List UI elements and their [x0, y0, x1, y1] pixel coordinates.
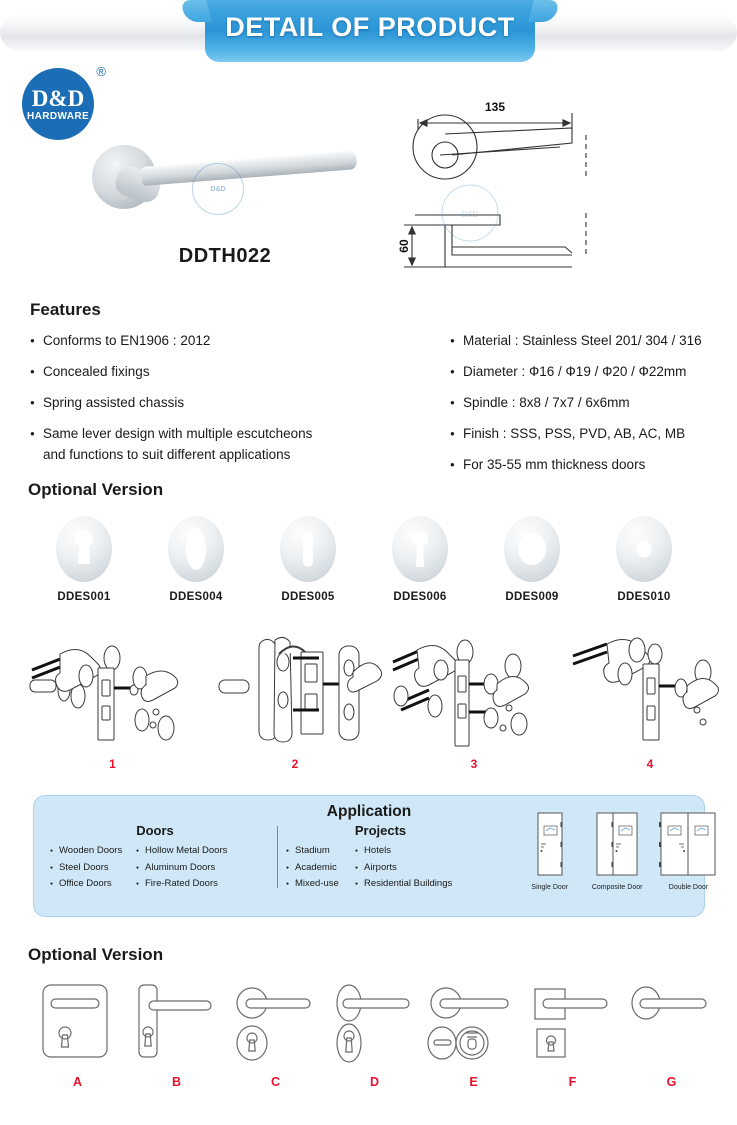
escutcheon-item — [588, 516, 700, 603]
brand-name: D&D — [31, 86, 85, 111]
escutcheon-item — [28, 516, 140, 603]
lever-handle — [141, 150, 357, 186]
application-projects-group — [266, 823, 481, 893]
escutcheon-slot-icon — [280, 516, 336, 582]
escutcheon-code: DDES001 — [57, 591, 111, 603]
handle-round-rose-euro-icon — [226, 973, 325, 1073]
handle-variant-item — [325, 973, 424, 1089]
assembly-diagrams-section — [20, 628, 737, 771]
optional-version-escutcheons-section — [28, 480, 728, 603]
escutcheon-item — [252, 516, 364, 603]
features-right-column — [450, 332, 730, 487]
composite-door-icon — [583, 810, 650, 882]
registered-trademark-icon: ® — [96, 64, 106, 79]
handle-variant-item — [226, 973, 325, 1089]
door-type-label: Single Door — [531, 884, 568, 891]
doors-column-2 — [136, 843, 261, 893]
optional-version-title: Optional Version — [28, 480, 164, 499]
application-list-item: ● Hollow Metal Doors — [136, 843, 261, 860]
assembly-number: 4 — [646, 757, 654, 771]
application-list-item: ● Hotels — [355, 843, 481, 860]
application-list-item: ● Academic — [286, 860, 355, 877]
handle-variant-item — [28, 973, 127, 1089]
handle-square-plate-icon — [28, 973, 127, 1073]
optional-version-title: Optional Version — [28, 945, 164, 964]
escutcheon-code: DDES005 — [281, 591, 335, 603]
feature-item-continuation: and functions to suit different applications — [43, 447, 291, 462]
escutcheon-large-round-icon — [504, 516, 560, 582]
escutcheon-small-round-icon — [616, 516, 672, 582]
handle-narrow-backplate-icon — [127, 973, 226, 1073]
assembly-diagram — [563, 628, 737, 771]
feature-item: ● Spindle : 8x8 / 7x7 / 6x6mm — [450, 394, 730, 411]
handle-variant-item — [622, 973, 721, 1089]
assembly-number: 1 — [109, 757, 116, 771]
application-list-item: ● Mixed-use — [286, 876, 355, 893]
handle-variant-label: G — [666, 1075, 677, 1089]
feature-item: ● Same lever design with multiple escutcheons — [30, 425, 450, 442]
page-title: DETAIL OF PRODUCT — [225, 12, 515, 42]
technical-drawing — [390, 95, 610, 275]
door-type-item — [516, 810, 583, 891]
application-list-item: ● Office Doors — [50, 876, 136, 893]
handle-variant-item — [424, 973, 523, 1089]
feature-item: ● Finish : SSS, PSS, PVD, AB, AC, MB — [450, 425, 730, 442]
projects-column-1 — [280, 843, 355, 893]
handle-variant-label: F — [568, 1075, 577, 1089]
watermark-seal: D&D — [192, 163, 244, 215]
escutcheon-item — [476, 516, 588, 603]
double-door-icon — [651, 810, 726, 882]
projects-title: Projects — [354, 823, 407, 838]
handle-variant-label: C — [270, 1075, 281, 1089]
handle-round-rose-turn-icon — [424, 973, 523, 1073]
assembly-diagram — [385, 628, 563, 771]
escutcheon-code: DDES009 — [505, 591, 559, 603]
feature-item: ● Material : Stainless Steel 201/ 304 / 316 — [450, 332, 730, 349]
escutcheon-code: DDES006 — [393, 591, 447, 603]
doors-title: Doors — [136, 823, 174, 838]
doors-column-1 — [44, 843, 136, 893]
feature-item: ● Concealed fixings — [30, 363, 450, 380]
application-list-item: ● Steel Doors — [50, 860, 136, 877]
assembly-number: 2 — [291, 757, 299, 771]
handle-square-rose-icon — [523, 973, 622, 1073]
handle-variant-label: E — [469, 1075, 478, 1089]
dimension-height-label: 60 — [397, 239, 411, 253]
dimension-width-label: 135 — [484, 100, 506, 114]
handle-variant-label: A — [72, 1075, 83, 1089]
features-section — [30, 300, 730, 487]
feature-item: ● Conforms to EN1906 : 2012 — [30, 332, 450, 349]
assembly-diagram — [20, 628, 205, 771]
handle-oval-rose-euro-icon — [325, 973, 424, 1073]
escutcheon-code: DDES004 — [169, 591, 223, 603]
escutcheon-item — [364, 516, 476, 603]
application-list-item: ● Wooden Doors — [50, 843, 136, 860]
svg-text:D&D: D&D — [461, 210, 479, 219]
escutcheon-item — [140, 516, 252, 603]
application-title: Application — [326, 803, 412, 820]
application-list-item: ● Fire-Rated Doors — [136, 876, 261, 893]
single-door-icon — [516, 810, 583, 882]
escutcheon-code: DDES010 — [617, 591, 671, 603]
door-type-item — [583, 810, 650, 891]
optional-version-handles-section — [28, 945, 728, 1089]
door-type-label: Double Door — [668, 884, 709, 891]
handle-variant-item — [523, 973, 622, 1089]
application-list-item: ● Stadium — [286, 843, 355, 860]
application-doors-group — [44, 823, 266, 893]
feature-item: ● Spring assisted chassis — [30, 394, 450, 411]
assembly-diagram — [205, 628, 385, 771]
assembly-number: 3 — [470, 757, 478, 771]
header-ribbon — [205, 0, 535, 62]
escutcheon-euro-profile-icon — [56, 516, 112, 582]
escutcheon-oval-icon — [168, 516, 224, 582]
features-left-column — [30, 332, 450, 487]
brand-subtitle: HARDWARE — [26, 111, 90, 122]
door-type-item — [651, 810, 726, 891]
page-header — [0, 0, 737, 68]
feature-item: ● For 35-55 mm thickness doors — [450, 456, 730, 473]
application-section — [33, 795, 709, 917]
application-list-item: ● Residential Buildings — [355, 876, 481, 893]
drawing-watermark — [442, 185, 498, 241]
handle-round-rose-plain-icon — [622, 973, 721, 1073]
handle-variant-label: B — [171, 1075, 182, 1089]
product-code: DDTH022 — [178, 245, 272, 267]
features-title: Features — [30, 300, 101, 319]
application-list-item: ● Airports — [355, 860, 481, 877]
door-type-label: Composite Door — [591, 884, 643, 891]
feature-item: ● Diameter : Ф16 / Ф19 / Ф20 / Ф22mm — [450, 363, 730, 380]
handle-variant-item — [127, 973, 226, 1089]
handle-variant-label: D — [369, 1075, 380, 1089]
application-list-item: ● Aluminum Doors — [136, 860, 261, 877]
door-type-illustrations — [516, 810, 726, 891]
escutcheon-keyhole-icon — [392, 516, 448, 582]
projects-column-2 — [355, 843, 481, 893]
